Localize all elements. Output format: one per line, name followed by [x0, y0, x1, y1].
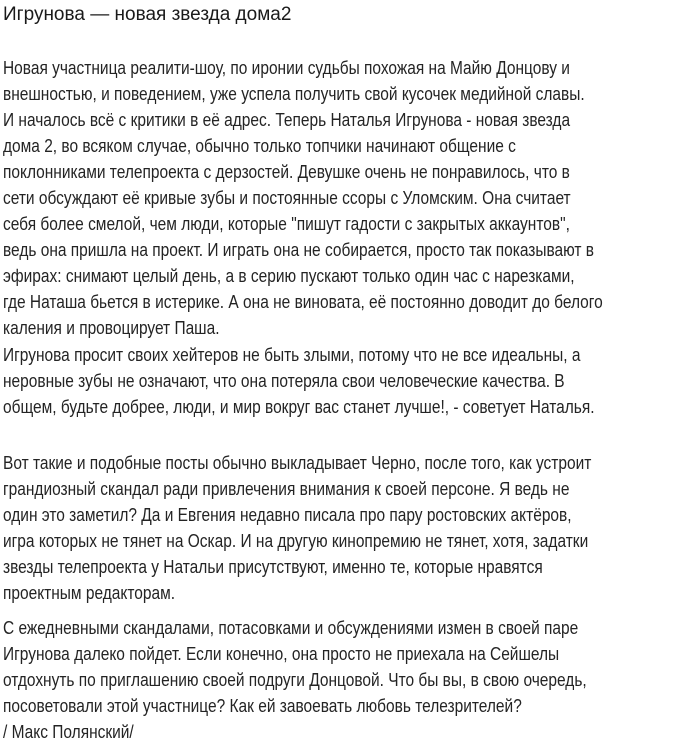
paragraph-1 [3, 55, 699, 341]
paragraph-3 [3, 450, 699, 606]
text-line: каления и провоцирует Паша. [3, 318, 220, 338]
text-line: Вот такие и подобные посты обычно выкладывает Черно, после того, как устроит [3, 453, 592, 473]
text-line: игра которых не тянет на Оскар. И на другую кинопремию не тянет, хотя, задатки [3, 531, 589, 551]
text-line: эфирах: снимают целый день, а в серию пускают только один час с нарезками, [3, 266, 575, 286]
text-line: грандиозный скандал ради привлечения внимания к своей персоне. Я ведь не [3, 479, 570, 499]
text-line: звезды телепроекта у Натальи присутствуют, именно те, которые нравятся [3, 557, 543, 577]
text-line: общем, будьте добрее, люди, и мир вокруг вас станет лучше!, - советует Наталья. [3, 397, 595, 417]
paragraph-2 [3, 342, 699, 420]
paragraph-4 [3, 615, 699, 745]
text-line: где Наташа бьется в истерике. А она не виновата, её постоянно доводит до белого [3, 292, 603, 312]
text-line: сети обсуждают её кривые зубы и постоянные ссоры с Уломским. Она считает [3, 188, 571, 208]
text-line: посоветовали этой участнице? Как ей завоевать любовь телезрителей? [3, 696, 522, 716]
text-line: И началось всё с критики в её адрес. Теперь Наталья Игрунова - новая звезда [3, 110, 571, 130]
text-line: неровные зубы не означают, что она потеряла свои человеческие качества. В [3, 371, 565, 391]
text-line: один это заметил? Да и Евгения недавно писала про пару ростовских актёров, [3, 505, 572, 525]
text-line: Игрунова просит своих хейтеров не быть злыми, потому что не все идеальны, а [3, 345, 581, 365]
text-line: внешностью, и поведением, уже успела получить свой кусочек медийной славы. [3, 84, 585, 104]
text-line: Новая участница реалити-шоу, по иронии судьбы похожая на Майю Донцову и [3, 58, 570, 78]
text-line: проектным редакторам. [3, 583, 176, 603]
text-line: себя более смелой, чем люди, которые "пишут гадости с закрытых аккаунтов", [3, 214, 570, 234]
text-line: Игрунова далеко пойдет. Если конечно, она просто не приехала на Сейшелы [3, 644, 560, 664]
text-line: поклонниками телепроекта с дерзостей. Девушке очень не понравилось, что в [3, 162, 570, 182]
author-signature: / Макс Полянский/ [3, 722, 134, 742]
text-line: С ежедневными скандалами, потасовками и обсуждениями измен в своей паре [3, 618, 579, 638]
text-line: ведь она пришла на проект. И играть она не собирается, просто так показывают в [3, 240, 595, 260]
text-line: дома 2, во всяком случае, обычно только топчики начинают общение с [3, 136, 516, 156]
article-title: Игрунова — новая звезда дома2 [3, 4, 292, 25]
text-line: отдохнуть по приглашению своей подруги Донцовой. Что бы вы, в свою очередь, [3, 670, 587, 690]
